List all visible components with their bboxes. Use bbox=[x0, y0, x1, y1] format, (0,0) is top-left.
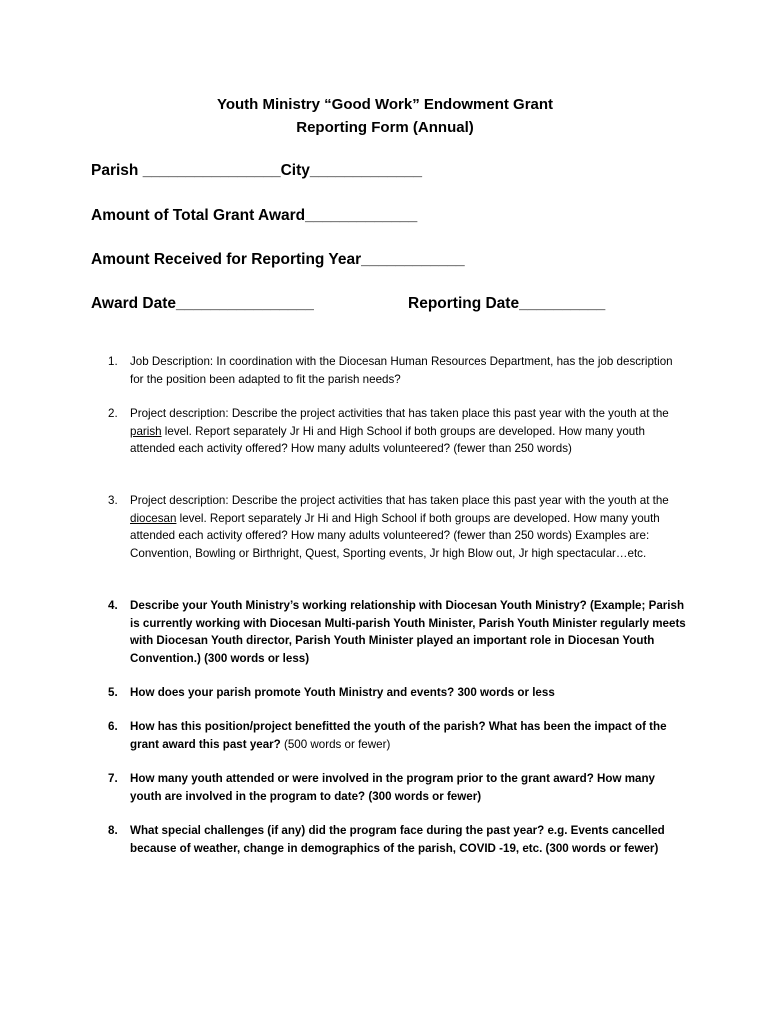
question-text: Project description: Describe the project activities that has taken place this past year with the youth at the parish level. Report separately Jr Hi and High School if both groups are developed. How many youth attended each activity offered? How many adults volunteered? (fewer than 250 words) bbox=[130, 407, 669, 455]
question-number: 7. bbox=[108, 772, 118, 785]
question-text: Job Description: In coordination with the Diocesan Human Resources Department, has the job description for the position been adapted to fit the parish needs? bbox=[130, 355, 673, 386]
underlined-term: diocesan bbox=[130, 511, 177, 525]
question-5 bbox=[108, 684, 688, 702]
question-8 bbox=[108, 822, 688, 857]
question-text: How has this position/project benefitted the youth of the parish? What has been the impact of the grant award this past year? (500 words or fewer) bbox=[130, 720, 667, 751]
question-text: Describe your Youth Ministry’s working relationship with Diocesan Youth Ministry? (Example; Parish is currently working with Diocesan Multi-parish Youth Minister, Parish Youth Minister regularly meets with Diocesan Youth director, Parish Youth Minister played an important role in Diocesan Youth Convention.) (300 words or less) bbox=[130, 599, 686, 665]
form-title: Youth Ministry “Good Work” Endowment Grant bbox=[216, 96, 554, 113]
award-date-field: Award Date________________ bbox=[91, 295, 314, 312]
question-7 bbox=[108, 770, 688, 805]
form-subtitle: Reporting Form (Annual) bbox=[296, 119, 474, 136]
question-text: How does your parish promote Youth Ministry and events? 300 words or less bbox=[130, 686, 555, 699]
question-4 bbox=[108, 597, 688, 667]
question-text: How many youth attended or were involved in the program prior to the grant award? How many youth are involved in the program to date? (300 words or fewer) bbox=[130, 772, 656, 803]
question-text: Project description: Describe the project activities that has taken place this past year with the youth at the diocesan level. Report separately Jr Hi and High School if both groups are developed. How many youth attended each activity offered? How many adults volunteered? (fewer than 250 words) Examples are: Convention, Bowling or Birthright, Quest, Sporting events, Jr high Blow out, Jr high spectacular…etc. bbox=[130, 494, 669, 560]
question-1 bbox=[108, 353, 688, 388]
word-limit-note: (500 words or fewer) bbox=[280, 737, 391, 751]
parish-city-field: Parish ________________City_____________ bbox=[91, 162, 422, 179]
question-number: 6. bbox=[108, 720, 118, 733]
question-text: What special challenges (if any) did the program face during the past year? e.g. Events cancelled because of weather, change in demographics of the parish, COVID -19, etc. (300 words or fewer) bbox=[130, 824, 665, 855]
question-number: 2. bbox=[108, 407, 118, 420]
underlined-term: parish bbox=[130, 424, 162, 438]
question-2 bbox=[108, 405, 688, 458]
question-number: 5. bbox=[108, 686, 118, 699]
total-grant-award-field: Amount of Total Grant Award_____________ bbox=[91, 207, 418, 224]
amount-received-field: Amount Received for Reporting Year____________ bbox=[91, 251, 465, 268]
reporting-date-field: Reporting Date__________ bbox=[408, 295, 606, 312]
question-number: 3. bbox=[108, 494, 118, 507]
question-3 bbox=[108, 492, 688, 562]
question-number: 1. bbox=[108, 355, 118, 368]
question-number: 8. bbox=[108, 824, 118, 837]
question-number: 4. bbox=[108, 599, 118, 612]
question-6 bbox=[108, 718, 688, 753]
